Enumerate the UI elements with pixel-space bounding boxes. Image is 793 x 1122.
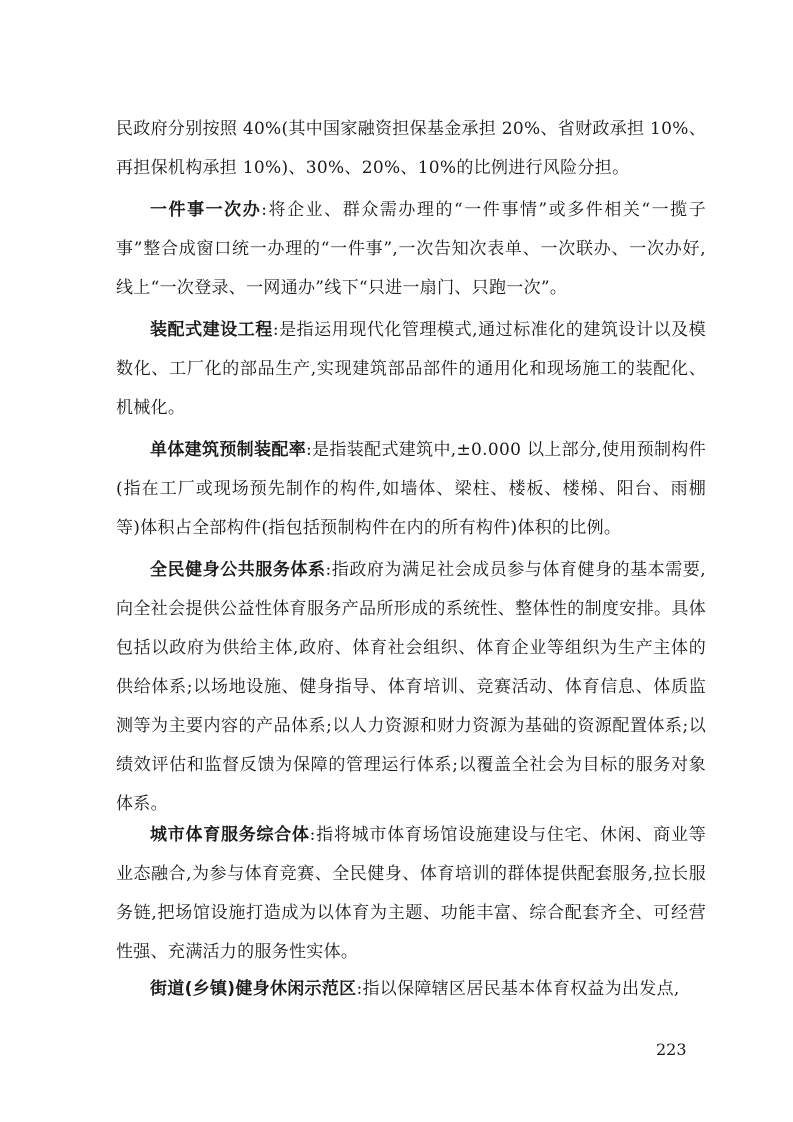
term-definition: :指将城市体育场馆设施建设与住宅、休闲、商业等业态融合,为参与体育竞赛、全民健身、体育培训的群体提供配套服务,拉长服务链,把场馆设施打造成为以体育为主题、功能丰富、综合配套齐全、可经营性强、充满活力的服务性实体。 bbox=[116, 825, 706, 962]
entry-fitness-service-system bbox=[116, 551, 706, 824]
entry-prefab-construction bbox=[116, 311, 706, 428]
entry-leisure-demo-zone bbox=[116, 970, 706, 1009]
term-label: 城市体育服务综合体 bbox=[150, 825, 310, 845]
term-definition: :是指装配式建筑中,±0.000 以上部分,使用预制构件(指在工厂或现场预先制作的构件,如墙体、梁柱、楼板、楼梯、阳台、雨棚等)体积占全部构件(指包括预制构件在内的所有构件)体积的比例。 bbox=[116, 440, 707, 538]
page-number: 223 bbox=[656, 1040, 687, 1059]
term-label: 单体建筑预制装配率 bbox=[150, 440, 307, 460]
term-label: 一件事一次办 bbox=[150, 200, 262, 220]
term-label: 装配式建设工程 bbox=[150, 320, 273, 340]
entry-one-stop-service bbox=[116, 191, 706, 308]
continuation-paragraph: 民政府分别按照 40%(其中国家融资担保基金承担 20%、省财政承担 10%、再担保机构承担 10%)、30%、20%、10%的比例进行风险分担。 bbox=[116, 119, 706, 178]
entry-sports-complex bbox=[116, 816, 706, 972]
term-definition: :将企业、群众需办理的“一件事情”或多件相关“一揽子事”整合成窗口统一办理的“一件事”,一次告知次表单、一次联办、一次办好,线上“一次登录、一网通办”线下“只进一扇门、只跑一次”。 bbox=[116, 200, 706, 298]
term-label: 街道(乡镇)健身休闲示范区 bbox=[150, 979, 357, 999]
entry-prefab-rate bbox=[116, 431, 706, 548]
term-label: 全民健身公共服务体系 bbox=[150, 560, 326, 580]
term-definition: :是指运用现代化管理模式,通过标准化的建筑设计以及模数化、工厂化的部品生产,实现建筑部品部件的通用化和现场施工的装配化、机械化。 bbox=[116, 320, 706, 418]
term-definition: :指政府为满足社会成员参与体育健身的基本需要,向全社会提供公益性体育服务产品所形成的系统性、整体性的制度安排。具体包括以政府为供给主体,政府、体育社会组织、体育企业等组织为生产主体的供给体系;以场地设施、健身指导、体育培训、竞赛活动、体育信息、体质监测等为主要内容的产品体系;以人力资源和财力资源为基础的资源配置体系;以绩效评估和监督反馈为保障的管理运行体系;以覆盖全社会为目标的服务对象体系。 bbox=[116, 560, 707, 814]
term-definition: :指以保障辖区居民基本体育权益为出发点, bbox=[356, 979, 680, 999]
